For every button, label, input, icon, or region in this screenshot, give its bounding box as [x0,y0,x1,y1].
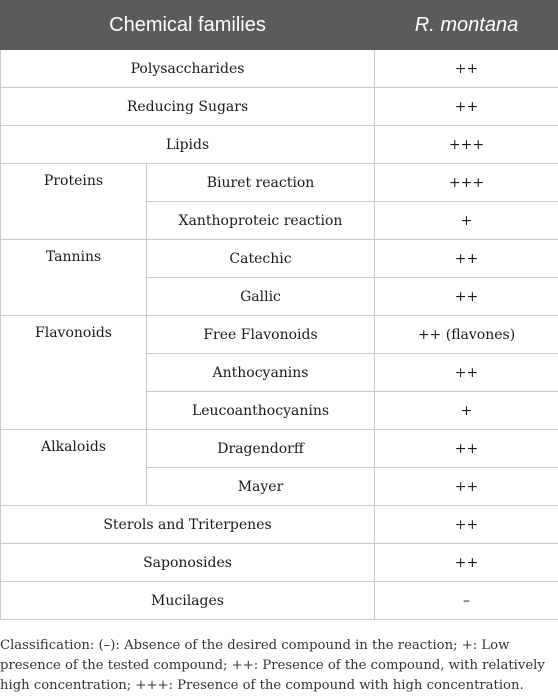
table-row [1,50,558,88]
test-cell: Free Flavonoids [147,316,375,354]
test-cell: Dragendorff [147,430,375,468]
result-cell: ++ [375,240,558,278]
result-cell: + [375,202,558,240]
header-row [1,1,558,50]
result-cell: ++ [375,88,558,126]
table-row [1,240,558,278]
test-cell: Catechic [147,240,375,278]
table-row [1,126,558,164]
family-cell: Saponosides [1,544,375,582]
table-row [1,582,558,620]
family-cell: Mucilages [1,582,375,620]
table-row [1,316,558,354]
test-cell: Biuret reaction [147,164,375,202]
family-cell: Lipids [1,126,375,164]
result-cell: ++ [375,544,558,582]
result-cell: + [375,392,558,430]
result-cell: ++ [375,506,558,544]
test-cell: Mayer [147,468,375,506]
group-cell: Tannins [1,240,147,316]
family-cell: Reducing Sugars [1,88,375,126]
group-cell: Flavonoids [1,316,147,430]
test-cell: Gallic [147,278,375,316]
result-cell: ++ [375,468,558,506]
result-cell: ++ (flavones) [375,316,558,354]
group-cell: Alkaloids [1,430,147,506]
group-cell: Proteins [1,164,147,240]
classification-footnote: Classification: (–): Absence of the desired compound in the reaction; +: Low presence of the tested compound; ++: Presence of the compound, with relatively high concentration; +++: Presence of the compound with high concentration. [0,636,548,696]
table-row [1,506,558,544]
test-cell: Leucoanthocyanins [147,392,375,430]
result-cell: +++ [375,126,558,164]
result-cell: ++ [375,354,558,392]
table-row [1,164,558,202]
table-row [1,430,558,468]
family-cell: Sterols and Triterpenes [1,506,375,544]
header-species: R. montana [375,1,558,50]
result-cell: ++ [375,50,558,88]
family-cell: Polysaccharides [1,50,375,88]
header-chemical-families: Chemical families [1,1,375,50]
result-cell: ++ [375,278,558,316]
table-row [1,544,558,582]
test-cell: Xanthoproteic reaction [147,202,375,240]
test-cell: Anthocyanins [147,354,375,392]
result-cell: – [375,582,558,620]
table-row [1,88,558,126]
result-cell: ++ [375,430,558,468]
result-cell: +++ [375,164,558,202]
